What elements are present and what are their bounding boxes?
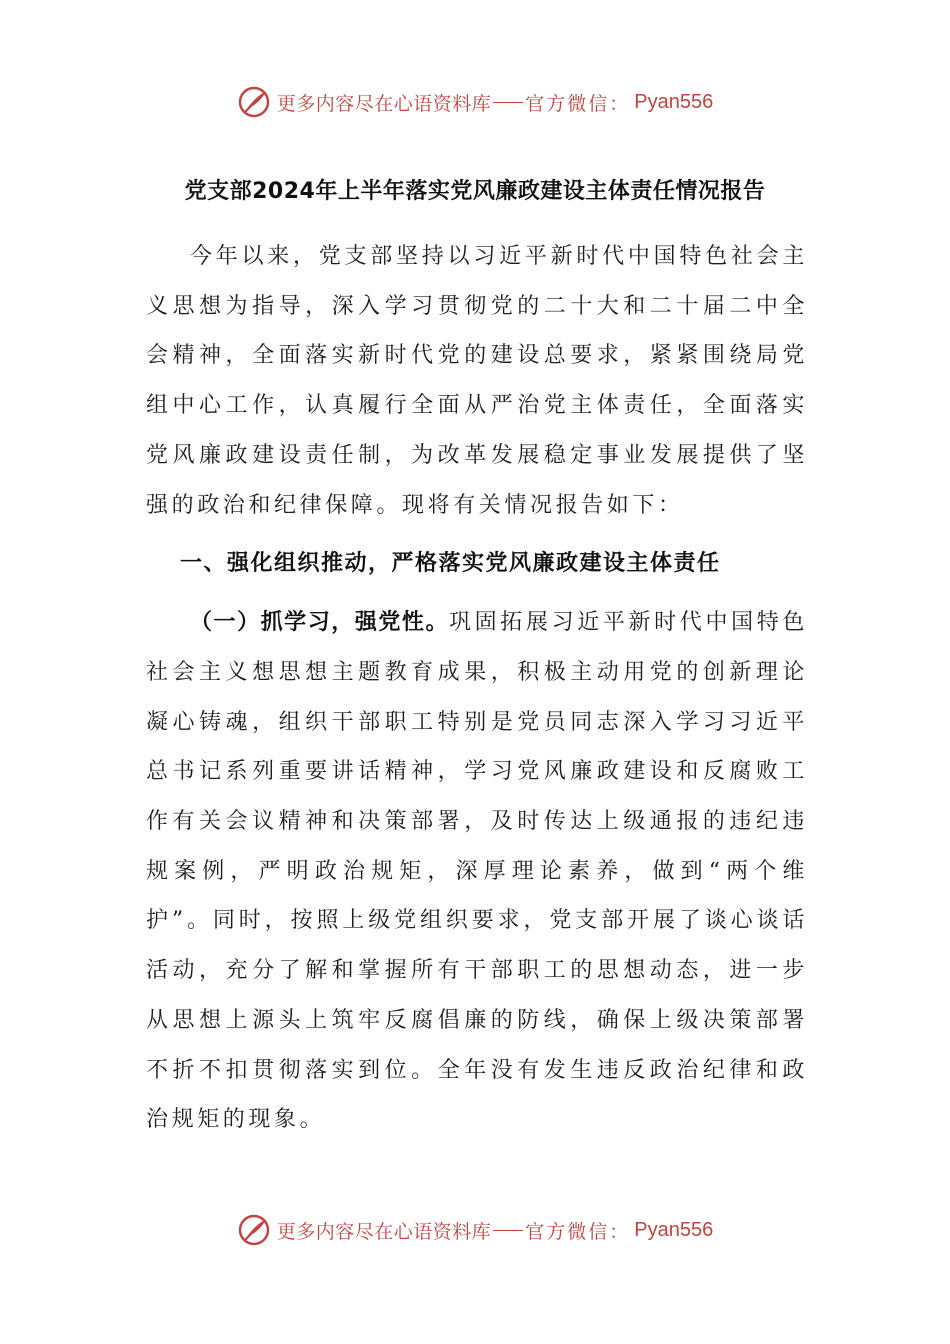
watermark-account: Pyan556 bbox=[634, 1218, 714, 1241]
document-title: 党支部2024年上半年落实党风廉政建设主体责任情况报告 bbox=[184, 179, 766, 204]
watermark-wechat-label: 官方微信： bbox=[525, 1220, 631, 1243]
section-heading-1: 一、强化组织推动，严格落实党风廉政建设主体责任 bbox=[180, 551, 721, 577]
header-watermark bbox=[0, 80, 950, 124]
watermark-account: Pyan556 bbox=[634, 90, 714, 113]
footer-watermark bbox=[0, 1208, 950, 1252]
quill-logo-icon bbox=[237, 85, 271, 119]
watermark-text: 更多内容尽在心语资料库 bbox=[276, 92, 492, 115]
subsection-paragraph-1 bbox=[146, 598, 808, 1145]
watermark-dash bbox=[493, 1230, 523, 1231]
document-body bbox=[146, 232, 808, 1145]
quill-logo-icon bbox=[237, 1213, 271, 1247]
watermark-wechat-label: 官方微信： bbox=[525, 92, 631, 115]
intro-paragraph: 今年以来，党支部坚持以习近平新时代中国特色社会主义思想为指导，深入学习贯彻党的二十大和二十届二中全会精神，全面落实新时代党的建设总要求，紧紧围绕局党组中心工作，认真履行全面从严治党主体责任，全面落实党风廉政建设责任制，为改革发展稳定事业发展提供了坚强的政治和纪律保障。现将有关情况报告如下： bbox=[146, 244, 808, 518]
subsection-body-1: 巩固拓展习近平新时代中国特色社会主义想思想主题教育成果，积极主动用党的创新理论凝心铸魂，组织干部职工特别是党员同志深入学习习近平总书记系列重要讲话精神，学习党风廉政建设和反腐败工作有关会议精神和决策部署，及时传达上级通报的违纪违规案例，严明政治规矩，深厚理论素养，做到“两个维护”。同时，按照上级党组织要求，党支部开展了谈心谈话活动，充分了解和掌握所有干部职工的思想动态，进一步从思想上源头上筑牢反腐倡廉的防线，确保上级决策部署不折不扣贯彻落实到位。全年没有发生违反政治纪律和政治规矩的现象。 bbox=[146, 610, 808, 1133]
subsection-lead-1: （一）抓学习，强党性。 bbox=[190, 610, 449, 636]
watermark-text: 更多内容尽在心语资料库 bbox=[276, 1220, 492, 1243]
watermark-dash bbox=[493, 102, 523, 103]
